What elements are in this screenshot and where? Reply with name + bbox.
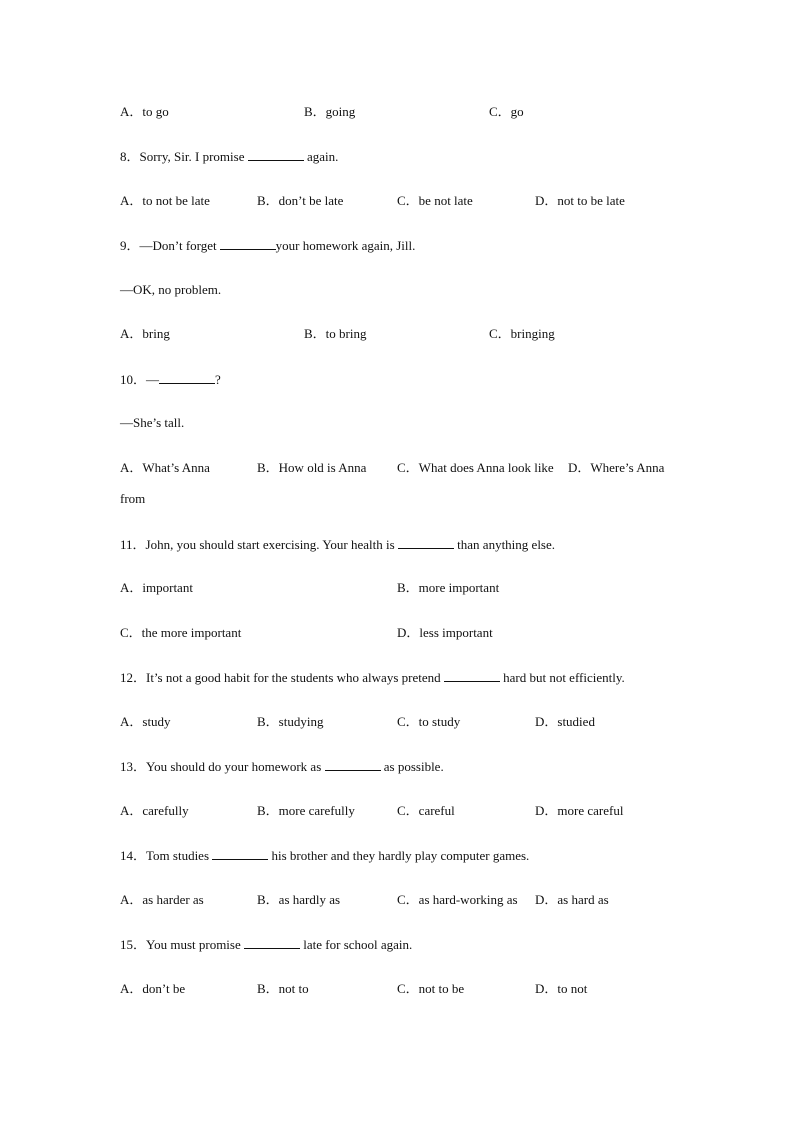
q8-option-b: B．don’t be late [257,193,344,208]
question-9-reply: —OK, no problem. [120,282,222,297]
q9-option-a: A．bring [120,326,170,341]
question-11-text-post: than anything else. [457,537,556,552]
q12-option-b: B．studying [257,714,324,729]
q10-option-c: C．What does Anna look like [397,460,554,475]
question-12-text-pre: 12．It’s not a good habit for the students who always pretend [120,670,441,685]
q7-option-c: C．go [489,104,524,119]
question-8-text-pre: 8．Sorry, Sir. I promise [120,149,245,164]
q7-option-a: A．to go [120,104,169,119]
answer-blank [248,148,304,161]
answer-blank [444,669,500,682]
question-15 [120,936,412,953]
question-8 [120,148,338,165]
q11-option-b: B．more important [397,580,500,595]
q10-option-d-wrap: from [120,491,146,506]
question-9-text-pre: 9．—Don’t forget [120,238,217,253]
q15-option-d: D．to not [535,981,588,996]
question-12-text-post: hard but not efficiently. [503,670,625,685]
q10-option-a: A．What’s Anna [120,460,210,475]
question-13-text-post: as possible. [383,759,444,774]
answer-blank [159,371,215,384]
answer-blank [244,936,300,949]
answer-blank [398,536,454,549]
answer-blank [325,758,381,771]
q8-option-c: C．be not late [397,193,473,208]
q12-option-c: C．to study [397,714,461,729]
q11-option-a: A．important [120,580,193,595]
q9-option-c: C．bringing [489,326,555,341]
q8-option-d: D．not to be late [535,193,625,208]
answer-blank [220,237,276,250]
question-14-text-pre: 14．Tom studies [120,848,210,863]
q11-option-d: D．less important [397,625,493,640]
question-13 [120,758,444,775]
q14-option-b: B．as hardly as [257,892,341,907]
q12-option-d: D．studied [535,714,595,729]
question-10-reply: —She’s tall. [120,415,185,430]
q7-option-b: B．going [304,104,356,119]
question-11-text-pre: 11．John, you should start exercising. Your health is [120,537,395,552]
q13-option-d: D．more careful [535,803,624,818]
question-15-text-pre: 15．You must promise [120,937,241,952]
question-14 [120,847,529,864]
question-12 [120,669,625,686]
q11-option-c: C．the more important [120,625,242,640]
question-11 [120,536,555,553]
q14-option-c: C．as hard-working as [397,892,518,907]
q13-option-b: B．more carefully [257,803,355,818]
question-10 [120,371,221,388]
q9-option-b: B．to bring [304,326,367,341]
answer-blank [212,847,268,860]
question-10-text-post: ? [215,372,221,387]
question-14-text-post: his brother and they hardly play computer games. [271,848,530,863]
q15-option-c: C．not to be [397,981,465,996]
q10-option-d: D．Where’s Anna [568,460,665,475]
q14-option-a: A．as harder as [120,892,204,907]
q15-option-a: A．don’t be [120,981,186,996]
question-9-text-post: your homework again, Jill. [275,238,416,253]
q13-option-a: A．carefully [120,803,189,818]
question-10-text-pre: 10．— [120,372,160,387]
q14-option-d: D．as hard as [535,892,609,907]
q15-option-b: B．not to [257,981,309,996]
question-9 [120,237,415,254]
q13-option-c: C．careful [397,803,455,818]
q8-option-a: A．to not be late [120,193,210,208]
q10-option-b: B．How old is Anna [257,460,367,475]
question-13-text-pre: 13．You should do your homework as [120,759,322,774]
q12-option-a: A．study [120,714,171,729]
question-15-text-post: late for school again. [303,937,413,952]
question-8-text-post: again. [306,149,339,164]
